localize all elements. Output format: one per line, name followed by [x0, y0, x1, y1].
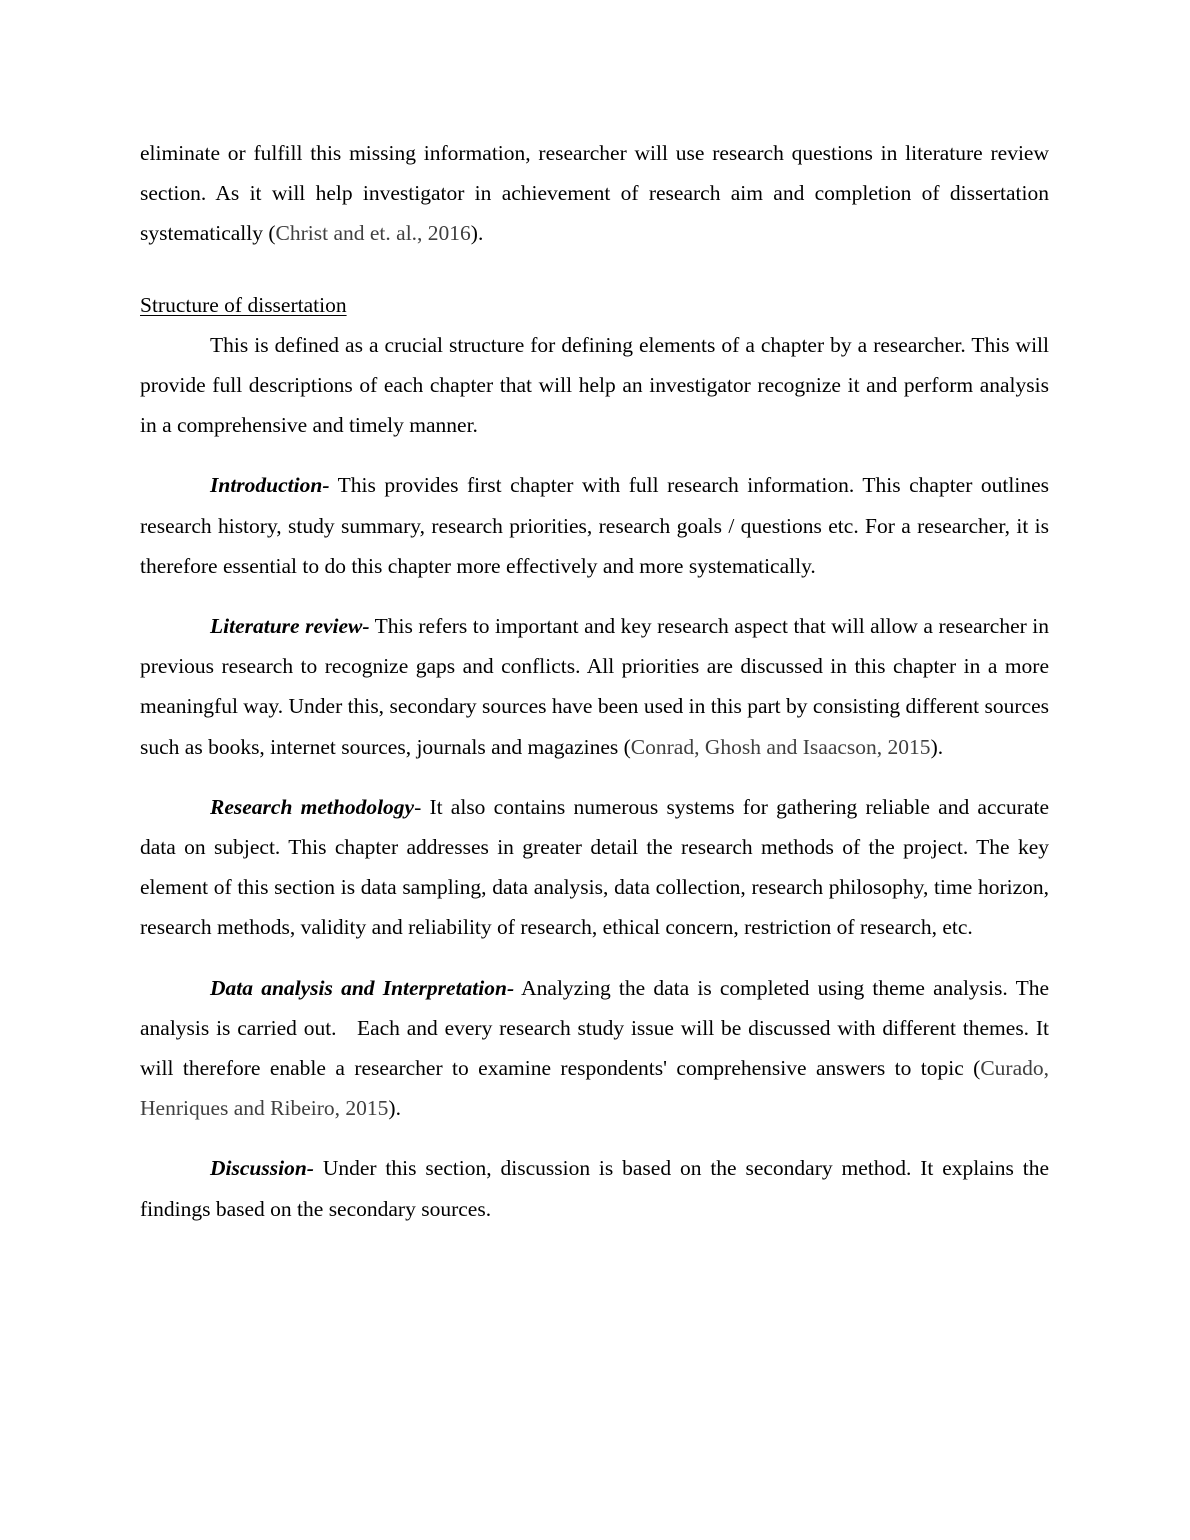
- term-label: Introduction-: [210, 473, 330, 498]
- citation: Conrad, Ghosh and Isaacson, 2015: [630, 734, 931, 759]
- section-heading: Structure of dissertation: [140, 292, 347, 317]
- paragraph-text: eliminate or fulfill this missing information, researcher will use research questions in literature review section. As it will help investigator in achievement of research aim and completion of dissertation systematically (: [140, 141, 1049, 246]
- paragraph-end: ).: [470, 221, 484, 246]
- paragraph-text: This provides first chapter with full research information. This chapter outlines research history, study summary, research priorities, research goals / questions etc. For a researcher, it is therefore essential to do this chapter more effectively and more systematically.: [140, 473, 1049, 578]
- intro-continuation-paragraph: [140, 133, 1049, 254]
- citation: Curado, Henriques and Ribeiro, 2015: [140, 1056, 1055, 1121]
- paragraph-text: Under this section, discussion is based on the secondary method. It explains the findings based on the secondary sources.: [140, 1156, 1049, 1221]
- paragraph-end: ).: [930, 734, 944, 759]
- discussion-paragraph: [140, 1148, 1049, 1228]
- paragraph-text: - It also contains numerous systems for gathering reliable and accurate data on subject. This chapter addresses in greater detail the research methods of the project. The key element of this section is data sampling, data analysis, data collection, research philosophy, time horizon, research methods, validity and reliability of research, ethical concern, restriction of research, etc.: [140, 794, 1049, 940]
- term-label: Literature review-: [210, 614, 370, 639]
- term-label: Research methodology: [210, 794, 415, 819]
- structure-definition-paragraph: This is defined as a crucial structure for defining elements of a chapter by a researcher. This will provide full descriptions of each chapter that will help an investigator recognize it and perform analysis in a comprehensive and timely manner.: [140, 332, 1049, 438]
- term-label: Data analysis and Interpretation-: [210, 975, 515, 1000]
- introduction-paragraph: [140, 465, 1049, 586]
- citation: Christ and et. al., 2016: [275, 221, 471, 246]
- paragraph-end: ).: [388, 1096, 401, 1121]
- literature-review-paragraph: [140, 606, 1049, 767]
- term-label: Discussion-: [210, 1156, 314, 1181]
- paragraph-text: This refers to important and key research aspect that will allow a researcher in previous research to recognize gaps and conflicts. All priorities are discussed in this chapter in a more meaningful way. Under this, secondary sources have been used in this part by consisting different sources such as books, internet sources, journals and magazines (: [140, 614, 1049, 759]
- document-page: [140, 133, 1055, 1229]
- research-methodology-paragraph: [140, 787, 1049, 948]
- data-analysis-paragraph: [140, 968, 1055, 1129]
- paragraph-text: Analyzing the data is completed using theme analysis. The analysis is carried out. Each and every research study issue will be discussed with different themes. It will therefore enable a researcher to examine respondents' comprehensive answers to topic (: [140, 975, 1055, 1081]
